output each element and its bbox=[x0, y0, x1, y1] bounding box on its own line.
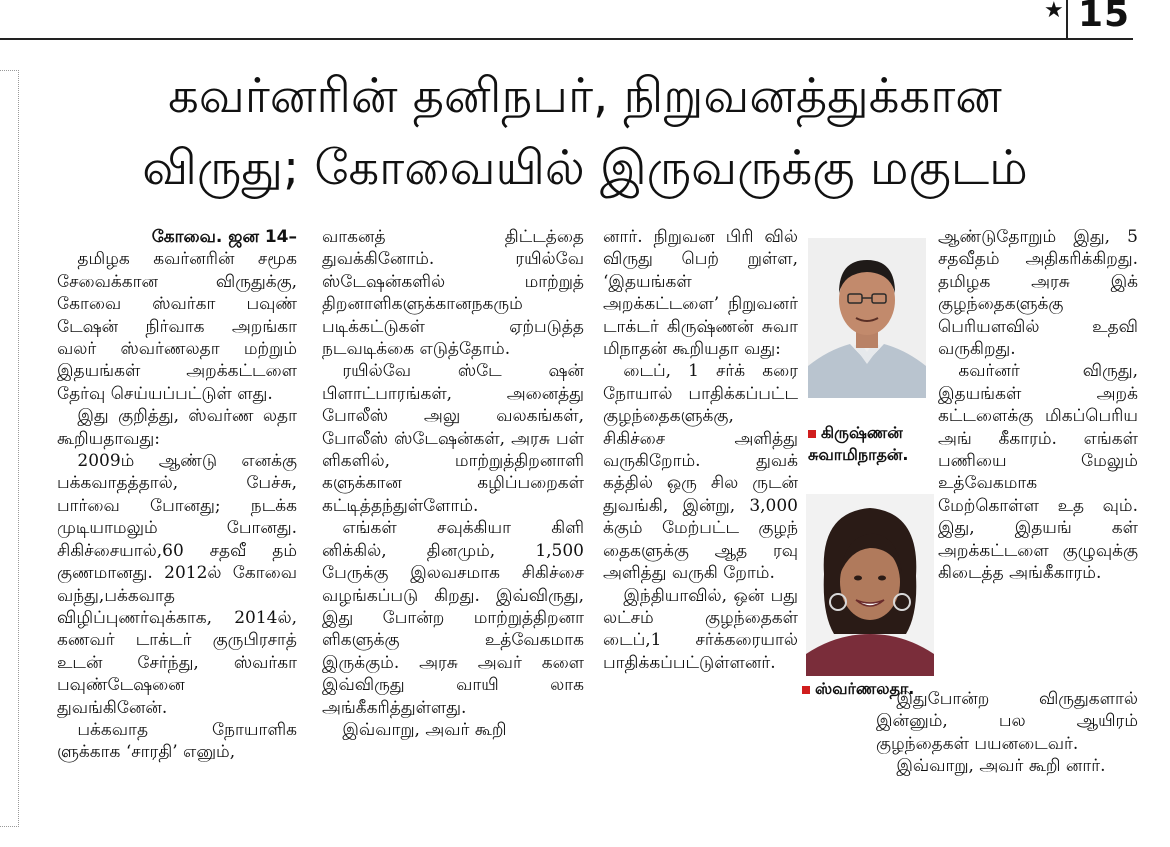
portrait-man-image bbox=[808, 238, 926, 398]
article-paragraph: தமிழக கவர்னரின் சமூக சேவைக்கான விருதுக்கு, கோவை ஸ்வர்கா பவுண் டேஷன் நிர்வாக அறங்கா வலர் ஸ்வர்ணலதா மற்றும் இதயங்கள் அறக்கட்டளை தேர்வு செய்யப்பட்டுள் ளது. bbox=[57, 249, 297, 404]
left-margin-dotted-border bbox=[0, 70, 19, 827]
headline-line-1: கவர்னரின் தனிநபர், நிறுவனத்துக்கான bbox=[168, 68, 1002, 124]
article-paragraph: இது குறித்து, ஸ்வர்ண லதா கூறியதாவது: bbox=[57, 406, 297, 449]
page-divider bbox=[1066, 0, 1068, 38]
article-paragraph: இதுபோன்ற விருதுகளால் இன்னும், பல ஆயிரம் குழந்தைகள் பயனடைவர். bbox=[876, 689, 1138, 754]
article-paragraph: ஆண்டுதோறும் இது, 5 சதவீதம் அதிகரிக்கிறது. தமிழக அரசு இக் குழந்தைகளுக்கு பெரியளவில் உதவி வருகிறது. bbox=[938, 227, 1138, 360]
article-paragraph: னார். நிறுவன பிரி வில் விருது பெற் றுள்ள, ‘இதயங்கள் அறக்கட்டளை’ நிறுவனர் டாக்டர் கிருஷ்ணன் சுவா மிநாதன் கூறியதா வது: bbox=[603, 227, 798, 360]
article-paragraph: எங்கள் சவுக்கியா கிளி னிக்கில், தினமும், 1,500 பேருக்கு இலவசமாக சிகிச்சை வழங்கப்படு கிறது. இவ்விருது, இது போன்ற மாற்றுத்திறனா ளிகளுக்கு உத்வேகமாக இருக்கும். அரசு அவர் களை இவ்விருது வாயி லாக அங்கீகரித்துள்ளது. bbox=[322, 518, 584, 718]
article-column-3 bbox=[603, 226, 798, 826]
article-paragraph: இவ்வாறு, அவர் கூறி னார். bbox=[896, 756, 1106, 777]
caption-marker-icon bbox=[802, 686, 810, 694]
article-paragraph: டைப், 1 சர்க் கரை நோயால் பாதிக்கப்பட்ட குழந்தைகளுக்கு, சிகிச்சை அளித்து வருகிறோம். துவக் கத்தில் ஒரு சில ருடன் துவங்கி, இன்று, 3,000 க்கும் மேற்பட்ட குழந் தைகளுக்கு ஆத ரவு அளித்து வருகி றோம். bbox=[603, 361, 798, 584]
article-paragraph: வாகனத் திட்டத்தை துவக்கினோம். ரயில்வே ஸ்டேஷன்களில் மாற்றுத் திறனாளிகளுக்கானநகரும் படிக்கட்டுகள் ஏற்படுத்த நடவடிக்கை எடுத்தோம். bbox=[322, 227, 584, 360]
article-paragraph: பக்கவாத நோயாளிக ளுக்காக ‘சாரதி’ எனும், bbox=[57, 719, 297, 763]
caption-text: ஸ்வர்ணலதா. bbox=[815, 679, 915, 698]
headline bbox=[40, 60, 1130, 204]
photo-caption-krishnan bbox=[808, 422, 909, 466]
caption-text-line-2: சுவாமிநாதன். bbox=[808, 445, 909, 464]
caption-text: கிருஷ்ணன் bbox=[821, 423, 903, 442]
caption-marker-icon bbox=[808, 430, 816, 438]
article-paragraph: இந்தியாவில், ஒன் பது லட்சம் குழந்தைகள் டைப்,1 சர்க்கரையால் பாதிக்கப்பட்டுள்ளனர். bbox=[603, 585, 798, 673]
dateline: கோவை. ஜன 14– bbox=[151, 227, 297, 247]
article-paragraph: ரயில்வே ஸ்டே ஷன் பிளாட்பாரங்கள், அனைத்து போலீஸ் அலு வலகங்கள், போலீஸ் ஸ்டேஷன்கள், அரசு பள் ளிகளில், மாற்றுத்திறனாளி களுக்கான கழிப்பறைகள் கட்டித்தந்துள்ளோம். bbox=[322, 361, 584, 516]
article-column-5 bbox=[876, 688, 1138, 828]
article-paragraph: இவ்வாறு, அவர் கூறி bbox=[342, 719, 507, 740]
portrait-photo-krishnan bbox=[808, 238, 926, 398]
page-number: 15 bbox=[1078, 0, 1131, 35]
headline-line-2: விருது; கோவையில் இருவருக்கு மகுடம் bbox=[142, 140, 1028, 196]
article-paragraph: கவர்னர் விருது, இதயங்கள் அறக் கட்டளைக்கு மிகப்பெரிய அங் கீகாரம். எங்கள் பணியை மேலும் உத்வேகமாக மேற்கொள்ள உத வும். இது, இதயங் கள் அறக்கட்டளை குழுவுக்கு கிடைத்த அங்கீகாரம். bbox=[938, 361, 1138, 584]
page-rule bbox=[0, 38, 1133, 40]
article-column-1 bbox=[57, 226, 297, 826]
article-paragraph: 2009ம் ஆண்டு எனக்கு பக்கவாதத்தால், பேச்சு, பார்வை போனது; நடக்க முடியாமலும் போனது. சிகிச்சையால்,60 சதவீ தம் குணமானது. 2012ல் கோவை வந்து,பக்கவாத விழிப்புணர்வுக்காக, 2014ல், கணவர் டாக்டர் குருபிரசாத் உடன் சேர்ந்து, ஸ்வர்கா பவுண்டேஷனை துவங்கினேன். bbox=[57, 451, 297, 718]
page-star-icon: ★ bbox=[1044, 0, 1064, 23]
article-column-4 bbox=[938, 226, 1138, 706]
portrait-woman-image bbox=[806, 494, 934, 676]
portrait-photo-swarnalatha bbox=[806, 494, 934, 676]
article-column-2 bbox=[322, 226, 584, 826]
